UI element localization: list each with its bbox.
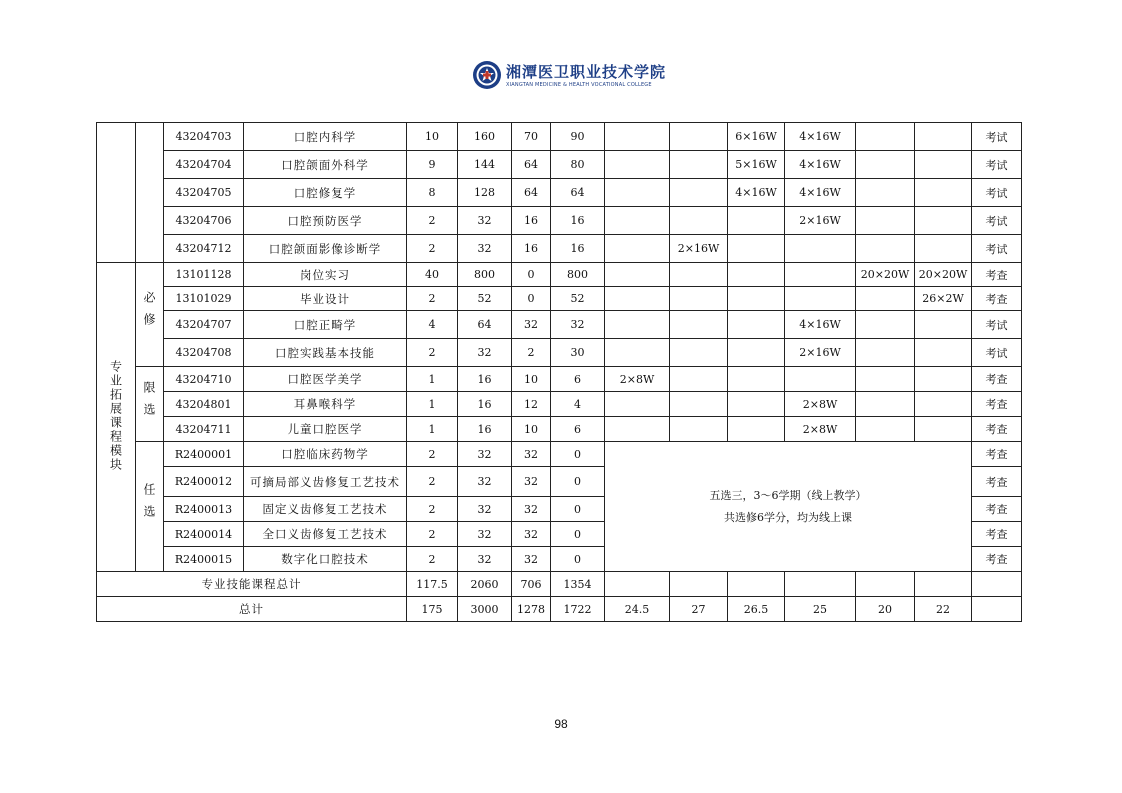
- course-credits: 2: [407, 235, 458, 263]
- total-semester-5: 20: [856, 597, 915, 622]
- course-hours: 32: [458, 467, 512, 497]
- course-credits: 2: [407, 287, 458, 311]
- semester-2-cell: [670, 263, 728, 287]
- semester-1-cell: [605, 151, 670, 179]
- semester-3-cell: [728, 367, 785, 392]
- course-hours: 64: [458, 311, 512, 339]
- semester-6-cell: [915, 311, 972, 339]
- elective-note: [605, 442, 972, 572]
- course-hours: 32: [458, 339, 512, 367]
- semester-4-cell: 2×8W: [785, 417, 856, 442]
- course-hours: 32: [458, 497, 512, 522]
- course-hours: 16: [458, 392, 512, 417]
- course-code: 43204710: [164, 367, 244, 392]
- school-logo-icon: [472, 60, 502, 90]
- module-cell-continued: [97, 123, 136, 263]
- total-credits: 175: [407, 597, 458, 622]
- course-theory-hours: 16: [512, 235, 551, 263]
- course-code: 13101029: [164, 287, 244, 311]
- course-credits: 1: [407, 392, 458, 417]
- semester-2-cell: [670, 367, 728, 392]
- course-theory-hours: 10: [512, 367, 551, 392]
- course-practice-hours: 32: [551, 311, 605, 339]
- course-practice-hours: 6: [551, 417, 605, 442]
- group-elective-text: 任选: [142, 483, 156, 527]
- course-hours: 144: [458, 151, 512, 179]
- course-theory-hours: 32: [512, 311, 551, 339]
- semester-6-cell: [915, 235, 972, 263]
- semester-1-cell: [605, 311, 670, 339]
- total-semester-3: 26.5: [728, 597, 785, 622]
- course-name: 固定义齿修复工艺技术: [244, 497, 407, 522]
- course-theory-hours: 64: [512, 151, 551, 179]
- subtotal-practice: 1354: [551, 572, 605, 597]
- page-header: [472, 60, 667, 94]
- semester-3-cell: 5×16W: [728, 151, 785, 179]
- semester-4-cell: [785, 287, 856, 311]
- course-practice-hours: 0: [551, 467, 605, 497]
- semester-3-cell: [728, 263, 785, 287]
- table-row: [97, 207, 1022, 235]
- course-practice-hours: 64: [551, 179, 605, 207]
- semester-1-cell: [605, 572, 670, 597]
- course-name: 口腔临床药物学: [244, 442, 407, 467]
- semester-3-cell: [728, 339, 785, 367]
- total-semester-4: 25: [785, 597, 856, 622]
- course-practice-hours: 30: [551, 339, 605, 367]
- semester-3-cell: [728, 311, 785, 339]
- course-name: 口腔正畸学: [244, 311, 407, 339]
- course-credits: 2: [407, 547, 458, 572]
- course-hours: 16: [458, 417, 512, 442]
- semester-6-cell: [915, 123, 972, 151]
- course-credits: 40: [407, 263, 458, 287]
- course-practice-hours: 0: [551, 522, 605, 547]
- assessment-type: 考查: [972, 442, 1022, 467]
- assessment-type: 考查: [972, 367, 1022, 392]
- semester-5-cell: [856, 123, 915, 151]
- course-code: 43204801: [164, 392, 244, 417]
- course-hours: 32: [458, 522, 512, 547]
- course-name: 口腔内科学: [244, 123, 407, 151]
- course-credits: 9: [407, 151, 458, 179]
- semester-3-cell: [728, 207, 785, 235]
- semester-1-cell: [605, 417, 670, 442]
- semester-4-cell: 2×8W: [785, 392, 856, 417]
- course-name: 口腔颌面影像诊断学: [244, 235, 407, 263]
- subtotal-credits: 117.5: [407, 572, 458, 597]
- semester-6-cell: [915, 179, 972, 207]
- semester-5-cell: [856, 311, 915, 339]
- assessment-type: 考查: [972, 287, 1022, 311]
- school-name-cn: 湘潭医卫职业技术学院: [506, 63, 667, 81]
- semester-1-cell: [605, 207, 670, 235]
- course-code: 43204711: [164, 417, 244, 442]
- course-theory-hours: 10: [512, 417, 551, 442]
- table-row: [97, 339, 1022, 367]
- semester-2-cell: [670, 151, 728, 179]
- total-semester-6: 22: [915, 597, 972, 622]
- course-name: 口腔医学美学: [244, 367, 407, 392]
- semester-6-cell: 26×2W: [915, 287, 972, 311]
- table-row: [97, 392, 1022, 417]
- subtotal-label: 专业技能课程总计: [97, 572, 407, 597]
- assessment-type: 考查: [972, 497, 1022, 522]
- course-practice-hours: 0: [551, 547, 605, 572]
- table-row: [97, 287, 1022, 311]
- course-hours: 32: [458, 442, 512, 467]
- table-row: [97, 442, 1022, 467]
- course-practice-hours: 90: [551, 123, 605, 151]
- subtotal-theory: 706: [512, 572, 551, 597]
- assessment-type: [972, 572, 1022, 597]
- group-required: [136, 263, 164, 367]
- semester-2-cell: [670, 392, 728, 417]
- course-hours: 32: [458, 235, 512, 263]
- course-credits: 2: [407, 522, 458, 547]
- course-practice-hours: 6: [551, 367, 605, 392]
- semester-5-cell: [856, 367, 915, 392]
- semester-5-cell: 20×20W: [856, 263, 915, 287]
- semester-6-cell: [915, 392, 972, 417]
- course-practice-hours: 16: [551, 207, 605, 235]
- course-theory-hours: 70: [512, 123, 551, 151]
- course-code: R2400015: [164, 547, 244, 572]
- elective-note-line-2: 共选修6学分，均为线上课: [724, 510, 852, 524]
- course-theory-hours: 0: [512, 263, 551, 287]
- course-name: 全口义齿修复工艺技术: [244, 522, 407, 547]
- semester-2-cell: [670, 572, 728, 597]
- semester-4-cell: [785, 263, 856, 287]
- semester-2-cell: [670, 179, 728, 207]
- course-theory-hours: 2: [512, 339, 551, 367]
- group-cell-continued: [136, 123, 164, 263]
- semester-5-cell: [856, 339, 915, 367]
- course-hours: 16: [458, 367, 512, 392]
- course-code: 43204705: [164, 179, 244, 207]
- semester-3-cell: [728, 572, 785, 597]
- semester-4-cell: 4×16W: [785, 151, 856, 179]
- total-practice: 1722: [551, 597, 605, 622]
- assessment-type: 考试: [972, 235, 1022, 263]
- course-credits: 2: [407, 467, 458, 497]
- course-theory-hours: 16: [512, 207, 551, 235]
- total-theory: 1278: [512, 597, 551, 622]
- group-limited-text: 限选: [142, 380, 156, 425]
- semester-1-cell: [605, 392, 670, 417]
- course-credits: 2: [407, 339, 458, 367]
- subtotal-hours: 2060: [458, 572, 512, 597]
- course-code: 13101128: [164, 263, 244, 287]
- course-hours: 52: [458, 287, 512, 311]
- semester-4-cell: [785, 367, 856, 392]
- group-limited: [136, 367, 164, 442]
- table-row: [97, 311, 1022, 339]
- table-row: [97, 123, 1022, 151]
- semester-6-cell: [915, 572, 972, 597]
- course-credits: 1: [407, 367, 458, 392]
- semester-3-cell: [728, 392, 785, 417]
- course-theory-hours: 32: [512, 522, 551, 547]
- course-hours: 800: [458, 263, 512, 287]
- course-theory-hours: 0: [512, 287, 551, 311]
- semester-1-cell: 2×8W: [605, 367, 670, 392]
- course-hours: 32: [458, 207, 512, 235]
- course-name: 数字化口腔技术: [244, 547, 407, 572]
- semester-4-cell: 4×16W: [785, 123, 856, 151]
- semester-5-cell: [856, 179, 915, 207]
- course-name: 儿童口腔医学: [244, 417, 407, 442]
- table-row: [97, 263, 1022, 287]
- course-table: [96, 122, 1022, 622]
- semester-1-cell: [605, 123, 670, 151]
- semester-1-cell: [605, 263, 670, 287]
- total-semester-2: 27: [670, 597, 728, 622]
- course-code: R2400012: [164, 467, 244, 497]
- course-code: 43204703: [164, 123, 244, 151]
- semester-2-cell: [670, 123, 728, 151]
- course-practice-hours: 80: [551, 151, 605, 179]
- semester-1-cell: [605, 339, 670, 367]
- semester-1-cell: [605, 287, 670, 311]
- course-theory-hours: 12: [512, 392, 551, 417]
- assessment-type: 考查: [972, 547, 1022, 572]
- assessment-type: 考试: [972, 179, 1022, 207]
- assessment-type: [972, 597, 1022, 622]
- course-theory-hours: 32: [512, 442, 551, 467]
- semester-5-cell: [856, 417, 915, 442]
- course-theory-hours: 64: [512, 179, 551, 207]
- table-row: [97, 235, 1022, 263]
- course-practice-hours: 0: [551, 442, 605, 467]
- course-practice-hours: 16: [551, 235, 605, 263]
- semester-3-cell: [728, 417, 785, 442]
- semester-1-cell: [605, 179, 670, 207]
- semester-5-cell: [856, 235, 915, 263]
- course-name: 毕业设计: [244, 287, 407, 311]
- assessment-type: 考查: [972, 467, 1022, 497]
- semester-3-cell: [728, 287, 785, 311]
- semester-5-cell: [856, 392, 915, 417]
- assessment-type: 考查: [972, 417, 1022, 442]
- course-practice-hours: 52: [551, 287, 605, 311]
- module-label-text: 专业拓展课程模块: [108, 359, 123, 472]
- semester-2-cell: [670, 339, 728, 367]
- semester-3-cell: [728, 235, 785, 263]
- semester-5-cell: [856, 207, 915, 235]
- page-number: 98: [554, 717, 568, 731]
- semester-4-cell: 2×16W: [785, 339, 856, 367]
- course-credits: 2: [407, 442, 458, 467]
- semester-4-cell: [785, 572, 856, 597]
- semester-1-cell: [605, 235, 670, 263]
- semester-6-cell: [915, 339, 972, 367]
- assessment-type: 考试: [972, 123, 1022, 151]
- semester-2-cell: 2×16W: [670, 235, 728, 263]
- elective-note-line-1: 五选三，3～6学期（线上教学）: [709, 488, 867, 502]
- course-code: R2400013: [164, 497, 244, 522]
- course-code: 43204712: [164, 235, 244, 263]
- semester-4-cell: 4×16W: [785, 179, 856, 207]
- course-code: 43204706: [164, 207, 244, 235]
- semester-6-cell: [915, 151, 972, 179]
- course-code: R2400014: [164, 522, 244, 547]
- semester-2-cell: [670, 287, 728, 311]
- semester-5-cell: [856, 287, 915, 311]
- course-theory-hours: 32: [512, 497, 551, 522]
- assessment-type: 考查: [972, 263, 1022, 287]
- course-hours: 128: [458, 179, 512, 207]
- table-row: [97, 151, 1022, 179]
- semester-6-cell: [915, 367, 972, 392]
- group-required-text: 必修: [142, 291, 156, 335]
- school-name-en: XIANGTAN MEDICINE & HEALTH VOCATIONAL COLLEGE: [506, 82, 652, 88]
- semester-6-cell: 20×20W: [915, 263, 972, 287]
- course-hours: 32: [458, 547, 512, 572]
- semester-4-cell: 4×16W: [785, 311, 856, 339]
- course-credits: 2: [407, 497, 458, 522]
- semester-6-cell: [915, 417, 972, 442]
- course-credits: 1: [407, 417, 458, 442]
- semester-3-cell: 6×16W: [728, 123, 785, 151]
- semester-2-cell: [670, 207, 728, 235]
- total-row: [97, 597, 1022, 622]
- course-code: 43204704: [164, 151, 244, 179]
- course-name: 口腔预防医学: [244, 207, 407, 235]
- course-theory-hours: 32: [512, 547, 551, 572]
- assessment-type: 考试: [972, 339, 1022, 367]
- course-practice-hours: 0: [551, 497, 605, 522]
- total-hours: 3000: [458, 597, 512, 622]
- course-credits: 8: [407, 179, 458, 207]
- semester-4-cell: [785, 235, 856, 263]
- course-practice-hours: 800: [551, 263, 605, 287]
- assessment-type: 考查: [972, 392, 1022, 417]
- course-name: 口腔实践基本技能: [244, 339, 407, 367]
- table-row: [97, 367, 1022, 392]
- course-hours: 160: [458, 123, 512, 151]
- assessment-type: 考试: [972, 151, 1022, 179]
- course-code: 43204708: [164, 339, 244, 367]
- assessment-type: 考查: [972, 522, 1022, 547]
- total-semester-1: 24.5: [605, 597, 670, 622]
- semester-2-cell: [670, 311, 728, 339]
- table-row: [97, 417, 1022, 442]
- semester-6-cell: [915, 207, 972, 235]
- table-row: [97, 179, 1022, 207]
- semester-2-cell: [670, 417, 728, 442]
- total-label: 总计: [97, 597, 407, 622]
- course-code: R2400001: [164, 442, 244, 467]
- semester-5-cell: [856, 151, 915, 179]
- course-credits: 4: [407, 311, 458, 339]
- module-label: [97, 263, 136, 572]
- course-credits: 2: [407, 207, 458, 235]
- assessment-type: 考试: [972, 311, 1022, 339]
- course-code: 43204707: [164, 311, 244, 339]
- semester-4-cell: 2×16W: [785, 207, 856, 235]
- course-practice-hours: 4: [551, 392, 605, 417]
- course-name: 可摘局部义齿修复工艺技术: [244, 467, 407, 497]
- semester-3-cell: 4×16W: [728, 179, 785, 207]
- group-elective: [136, 442, 164, 572]
- course-name: 耳鼻喉科学: [244, 392, 407, 417]
- course-theory-hours: 32: [512, 467, 551, 497]
- semester-5-cell: [856, 572, 915, 597]
- course-name: 口腔修复学: [244, 179, 407, 207]
- course-credits: 10: [407, 123, 458, 151]
- subtotal-row: [97, 572, 1022, 597]
- course-name: 岗位实习: [244, 263, 407, 287]
- course-name: 口腔颌面外科学: [244, 151, 407, 179]
- assessment-type: 考试: [972, 207, 1022, 235]
